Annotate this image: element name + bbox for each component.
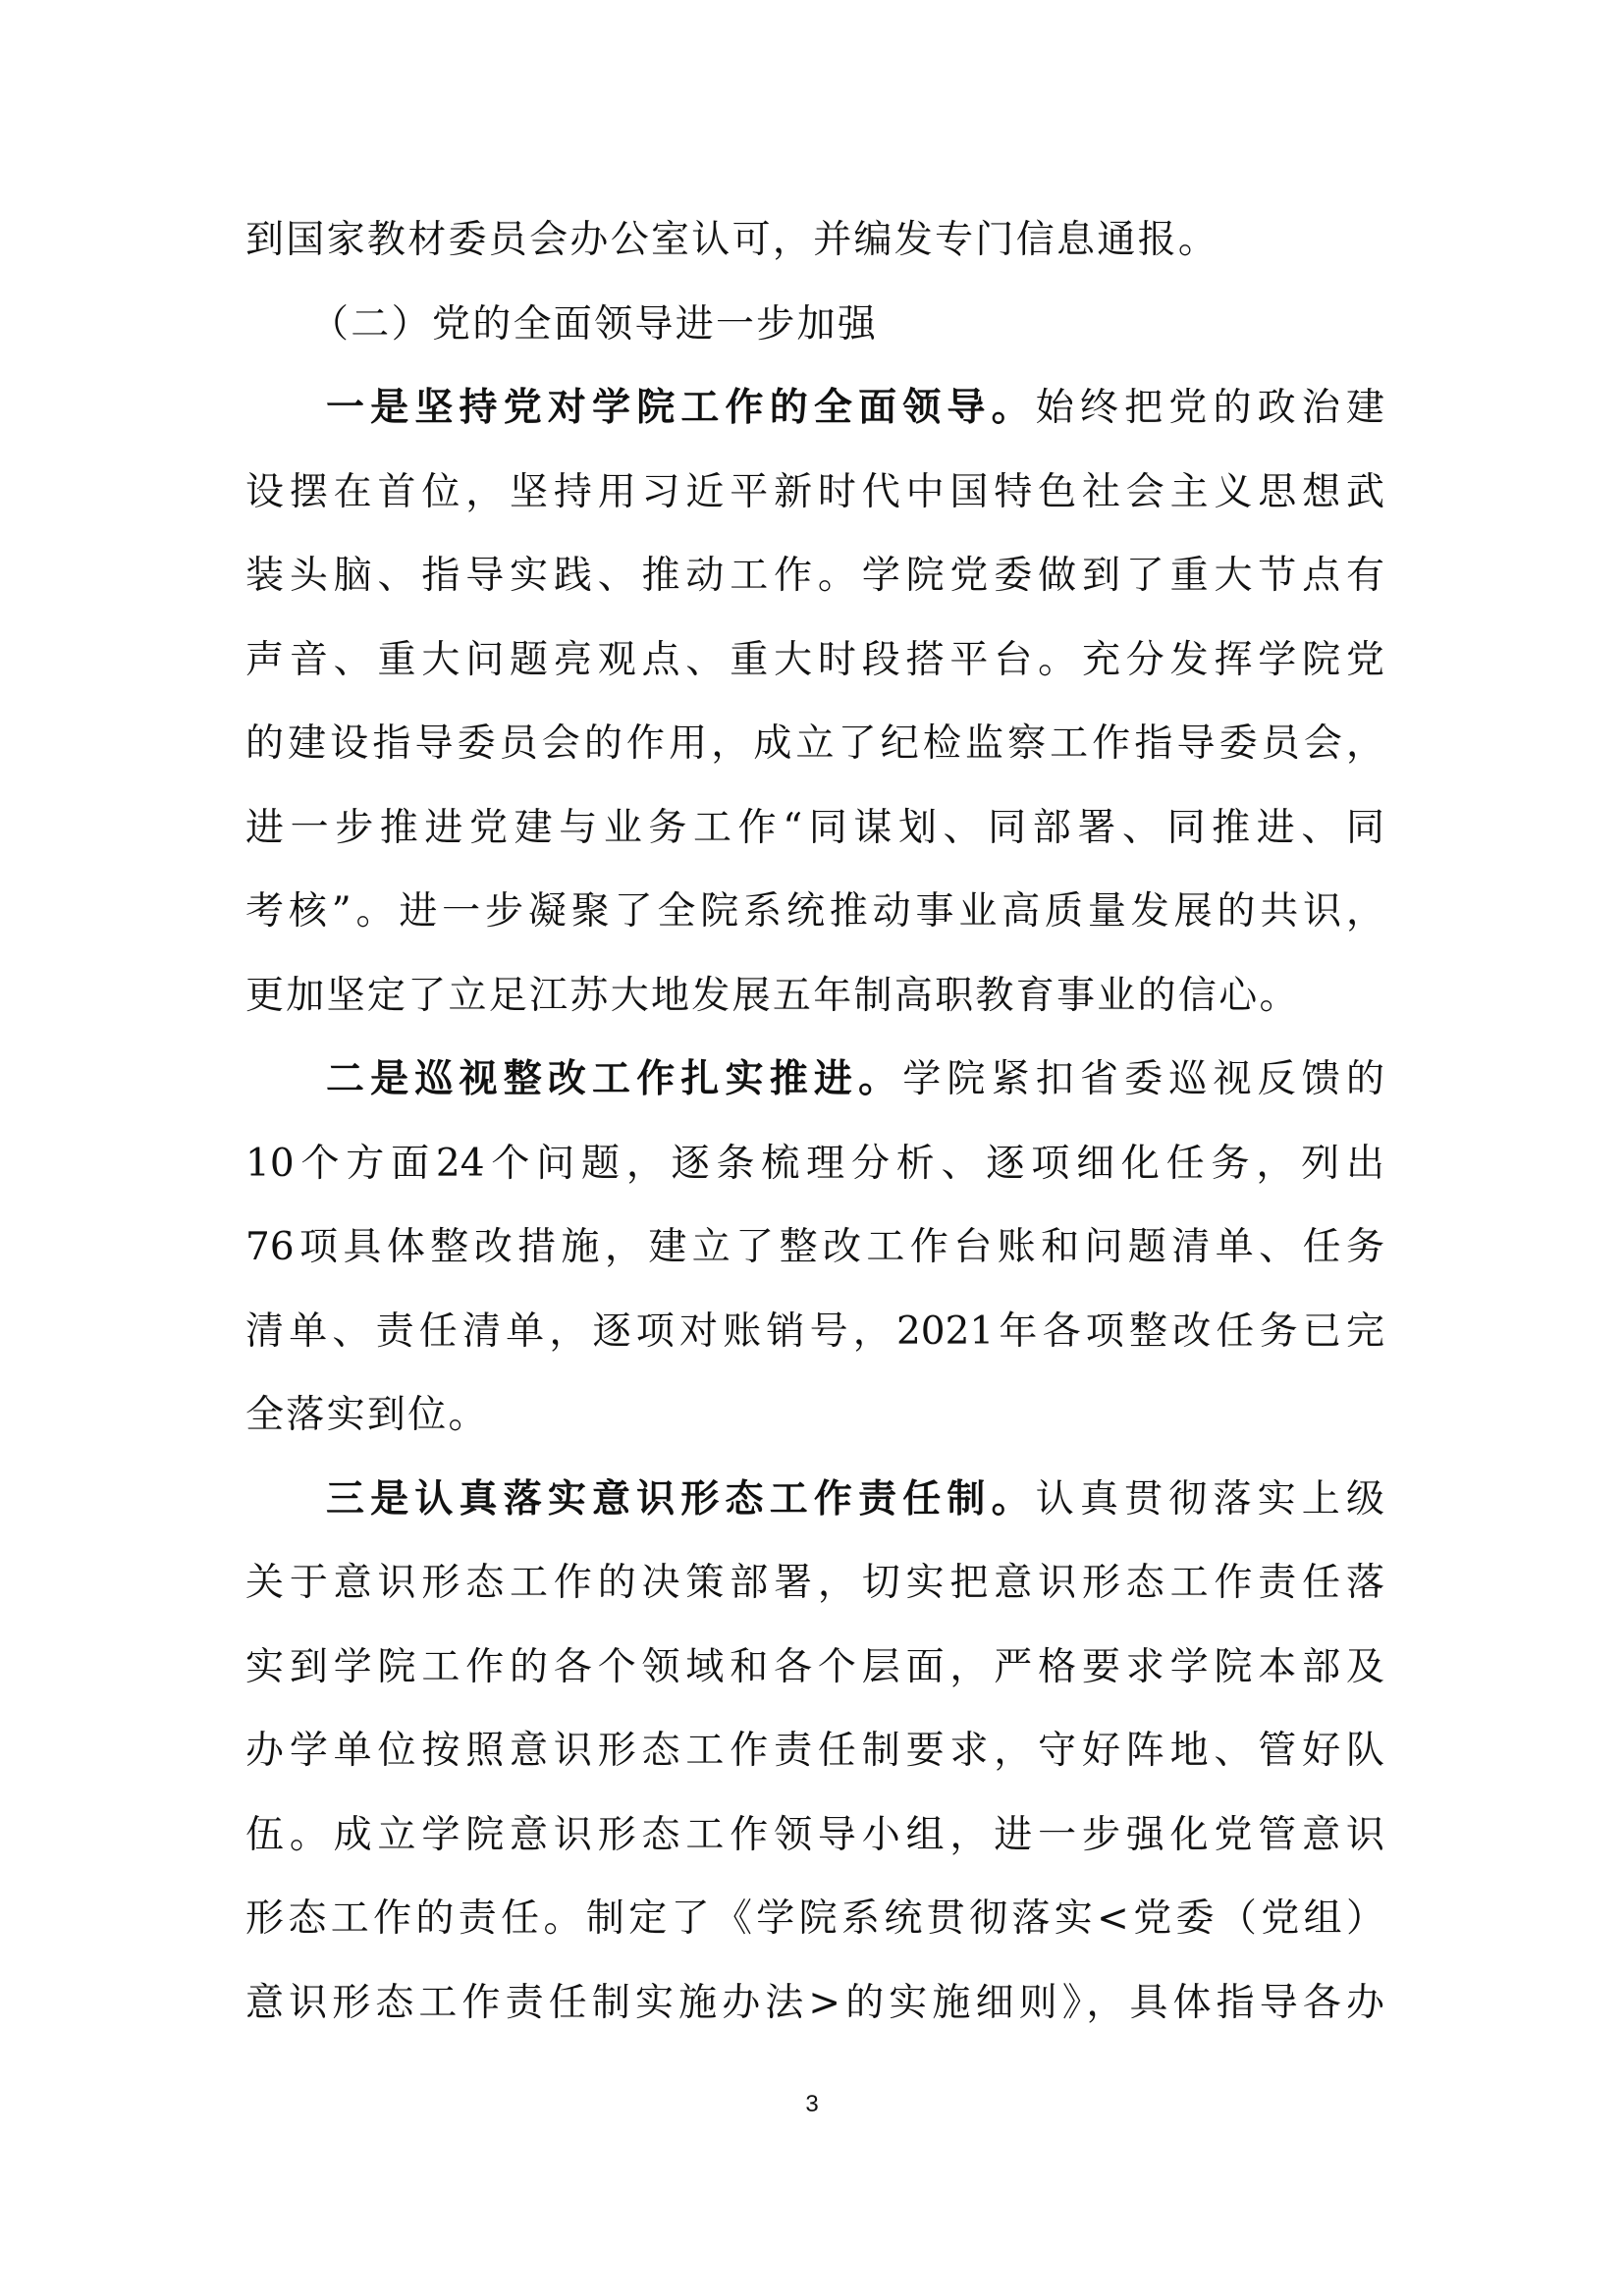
text-line: [245, 1709, 1384, 1793]
text-line: [245, 618, 1384, 703]
line-text: 学院紧扣省委巡视反馈的: [902, 1057, 1384, 1101]
text-line: [245, 1122, 1384, 1206]
line-text: 进一步推进党建与业务工作“同谋划、同部署、同推进、同: [245, 805, 1384, 850]
line-text: 始终把党的政治建: [1035, 386, 1384, 430]
paragraph-lead: 二是巡视整改工作扎实推进。: [326, 1056, 903, 1101]
line-text: 更加坚定了立足江苏大地发展五年制高职教育事业的信心。: [245, 973, 1300, 1018]
page-number: 3: [805, 2091, 819, 2117]
paragraph-lead: 一是坚持党对学院工作的全面领导。: [326, 385, 1036, 430]
text-line: [245, 786, 1384, 871]
text-line: [245, 1961, 1384, 2046]
line-text: 的建设指导委员会的作用，成立了纪检监察工作指导委员会，: [245, 721, 1384, 766]
line-text: 形态工作的责任。制定了《学院系统贯彻落实<党委（党组）: [245, 1896, 1384, 1941]
document-body: [245, 198, 1384, 2045]
line-text: 10个方面24个问题，逐条梳理分析、逐项细化任务，列出: [245, 1141, 1384, 1186]
text-line: [245, 451, 1384, 535]
line-text: 办学单位按照意识形态工作责任制要求，守好阵地、管好队: [245, 1729, 1384, 1773]
line-text: 意识形态工作责任制实施办法>的实施细则》，具体指导各办: [245, 1980, 1384, 2025]
text-line: [245, 702, 1384, 786]
text-line: [245, 1793, 1384, 1878]
paragraph-start: [245, 1458, 1384, 1542]
line-text: 声音、重大问题亮观点、重大时段搭平台。充分发挥学院党: [245, 637, 1384, 682]
line-text: 清单、责任清单，逐项对账销号，2021年各项整改任务已完: [245, 1308, 1384, 1354]
text-line: [245, 1626, 1384, 1710]
line-text: 认真贯彻落实上级: [1035, 1476, 1384, 1522]
line-text: 76项具体整改措施，建立了整改工作台账和问题清单、任务: [245, 1225, 1384, 1269]
paragraph-start: [245, 366, 1384, 451]
text-line: [245, 870, 1384, 954]
heading-text: （二）党的全面领导进一步加强: [310, 301, 879, 347]
text-line: [245, 954, 1384, 1039]
section-heading: [245, 283, 1384, 367]
line-text: 关于意识形态工作的决策部署，切实把意识形态工作责任落: [245, 1561, 1384, 1605]
line-text: 全落实到位。: [245, 1393, 489, 1437]
text-line: [245, 1373, 1384, 1458]
text-line: [245, 1541, 1384, 1626]
text-line: [245, 1205, 1384, 1290]
line-text: 设摆在首位，坚持用习近平新时代中国特色社会主义思想武: [245, 469, 1384, 514]
paragraph-start: [245, 1038, 1384, 1122]
text-line: [245, 534, 1384, 618]
text-line: [245, 1290, 1384, 1374]
text-line: [245, 1877, 1384, 1961]
line-text: 伍。成立学院意识形态工作领导小组，进一步强化党管意识: [245, 1812, 1384, 1857]
line-text: 装头脑、指导实践、推动工作。学院党委做到了重大节点有: [245, 554, 1384, 598]
line-text: 考核”。进一步凝聚了全院系统推动事业高质量发展的共识，: [245, 889, 1384, 934]
line-text: 到国家教材委员会办公室认可，并编发专门信息通报。: [245, 218, 1219, 262]
text-line: [245, 198, 1384, 283]
paragraph-lead: 三是认真落实意识形态工作责任制。: [326, 1475, 1036, 1522]
line-text: 实到学院工作的各个领域和各个层面，严格要求学院本部及: [245, 1644, 1384, 1689]
